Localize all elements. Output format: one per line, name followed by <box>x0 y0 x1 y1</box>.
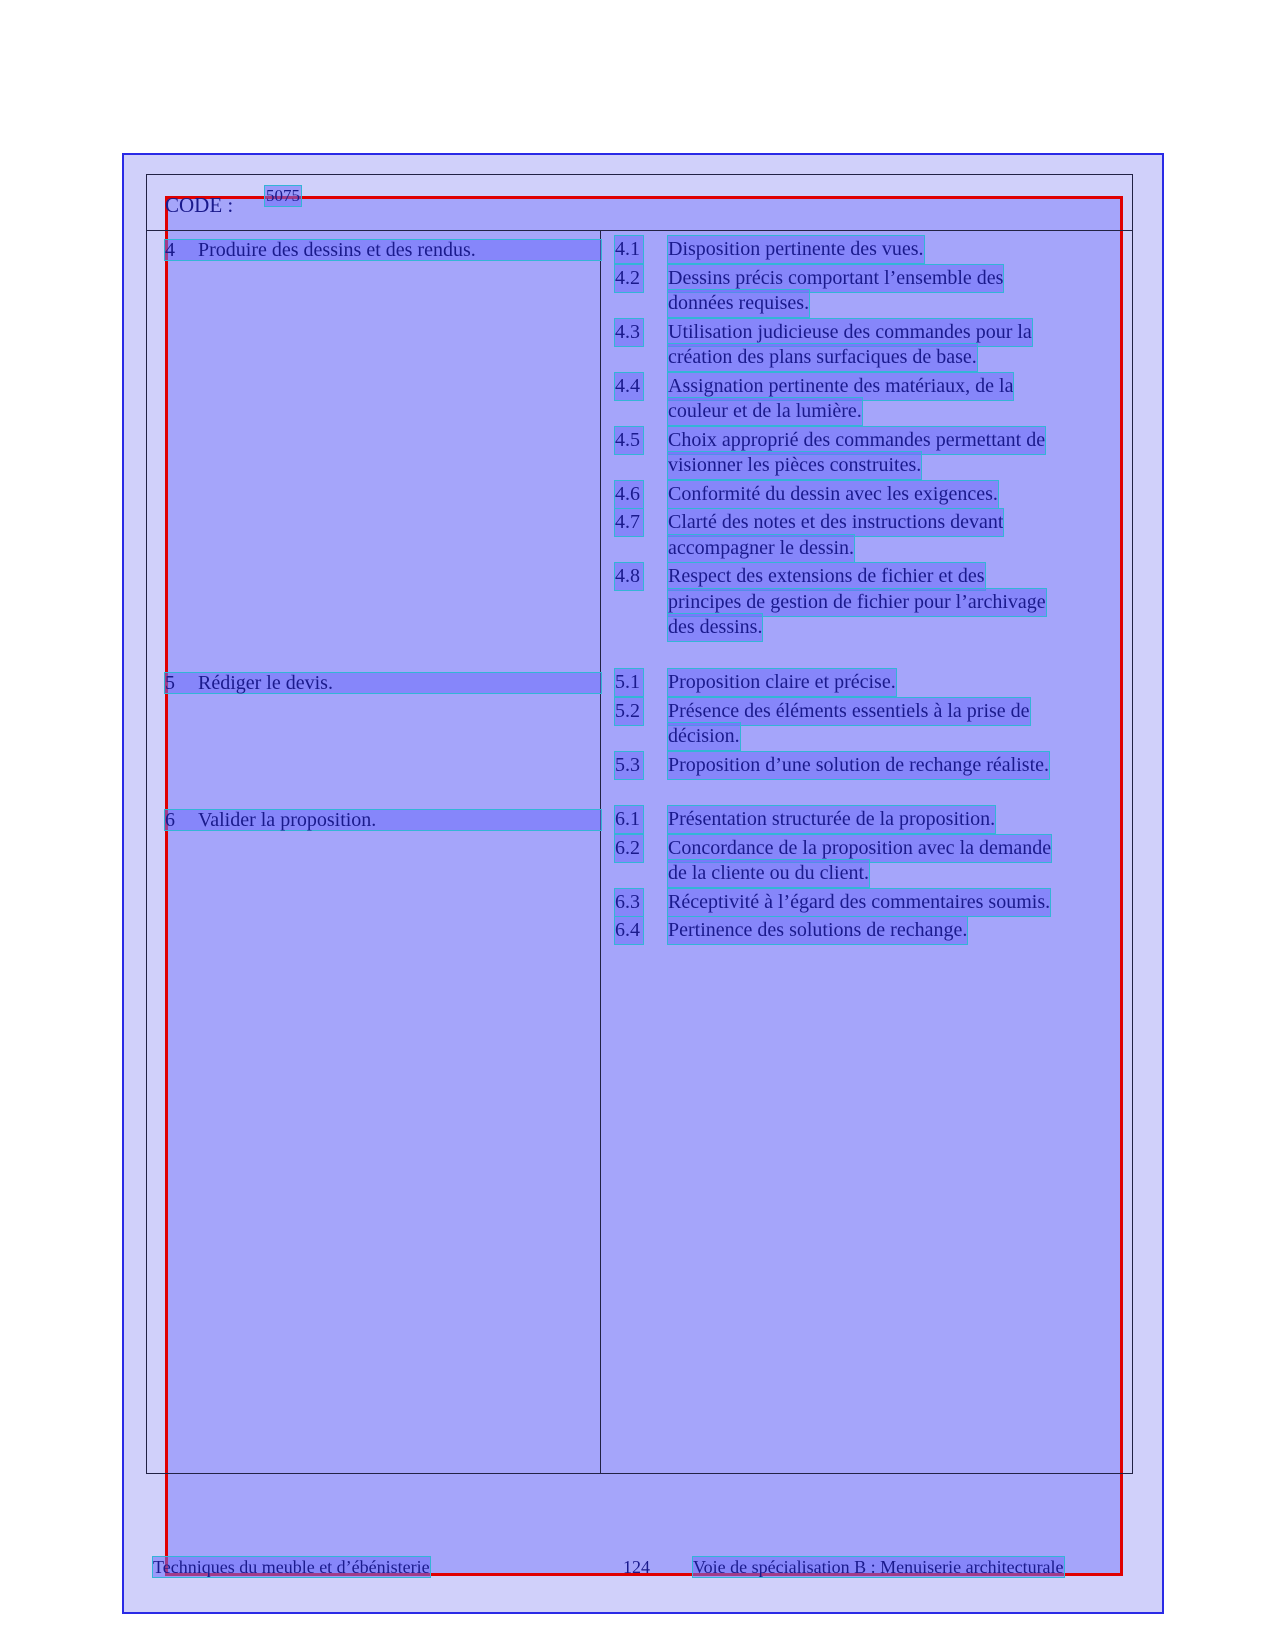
criterion-text-line: Dessins précis comportant l’ensemble des <box>668 265 1003 292</box>
criterion-number: 6.1 <box>615 806 643 833</box>
criterion-number: 4.5 <box>615 427 643 454</box>
criterion-text-line: Respect des extensions de fichier et des <box>668 563 985 590</box>
criterion-number: 6.2 <box>615 835 643 862</box>
criterion-text-line: Réceptivité à l’égard des commentaires soumis. <box>668 889 1050 916</box>
table-column-divider <box>600 230 601 1474</box>
criterion-text-line: de la cliente ou du client. <box>668 860 869 887</box>
criterion-text-line: Clarté des notes et des instructions devant <box>668 509 1003 536</box>
criterion-number: 5.3 <box>615 752 643 779</box>
criterion-number: 6.3 <box>615 889 643 916</box>
competency-number: 5 <box>165 672 175 694</box>
criterion-text-line: Présence des éléments essentiels à la prise de <box>668 698 1030 725</box>
criterion-text-line: création des plans surfaciques de base. <box>668 344 977 371</box>
criterion-number: 4.7 <box>615 509 643 536</box>
competency-number: 6 <box>165 809 175 831</box>
criterion-text-line: Conformité du dessin avec les exigences. <box>668 481 998 508</box>
criterion-number: 4.6 <box>615 481 643 508</box>
competency-title: Produire des dessins et des rendus. <box>198 239 476 261</box>
criterion-text-line: visionner les pièces construites. <box>668 452 921 479</box>
criterion-number: 4.4 <box>615 373 643 400</box>
footer-page-number: 124 <box>623 1557 650 1577</box>
criterion-text-line: accompagner le dessin. <box>668 535 854 562</box>
competency-title: Valider la proposition. <box>198 809 377 831</box>
code-value: 5075 <box>266 186 300 205</box>
criterion-text-line: Utilisation judicieuse des commandes pour la <box>668 319 1032 346</box>
criterion-text-line: Disposition pertinente des vues. <box>668 236 924 263</box>
criterion-text-line: Présentation structurée de la proposition. <box>668 806 995 833</box>
criterion-number: 4.1 <box>615 236 643 263</box>
criterion-number: 5.2 <box>615 698 643 725</box>
code-label: CODE : <box>165 193 234 217</box>
criterion-text-line: des dessins. <box>668 614 762 641</box>
criterion-number: 5.1 <box>615 669 643 696</box>
criterion-text-line: données requises. <box>668 290 809 317</box>
criterion-text-line: Assignation pertinente des matériaux, de la <box>668 373 1013 400</box>
criterion-text-line: Proposition d’une solution de rechange réaliste. <box>668 752 1049 779</box>
criterion-text-line: Concordance de la proposition avec la demande <box>668 835 1051 862</box>
criterion-text-line: principes de gestion de fichier pour l’archivage <box>668 589 1046 616</box>
criterion-text-line: Proposition claire et précise. <box>668 669 896 696</box>
criterion-number: 6.4 <box>615 917 643 944</box>
criterion-text-line: décision. <box>668 723 740 750</box>
criterion-number: 4.3 <box>615 319 643 346</box>
footer-program: Techniques du meuble et d’ébénisterie <box>153 1557 430 1577</box>
competency-number: 4 <box>165 239 175 261</box>
table-header-divider <box>146 230 1133 231</box>
competency-title: Rédiger le devis. <box>198 672 333 694</box>
criterion-number: 4.2 <box>615 265 643 292</box>
criterion-number: 4.8 <box>615 563 643 590</box>
footer-specialization: Voie de spécialisation B : Menuiserie architecturale <box>693 1557 1064 1577</box>
criterion-text-line: couleur et de la lumière. <box>668 398 862 425</box>
competency-6 <box>165 810 601 830</box>
competency-5 <box>165 673 601 693</box>
criterion-text-line: Choix approprié des commandes permettant de <box>668 427 1045 454</box>
criterion-text-line: Pertinence des solutions de rechange. <box>668 917 967 944</box>
competency-4 <box>165 240 601 260</box>
